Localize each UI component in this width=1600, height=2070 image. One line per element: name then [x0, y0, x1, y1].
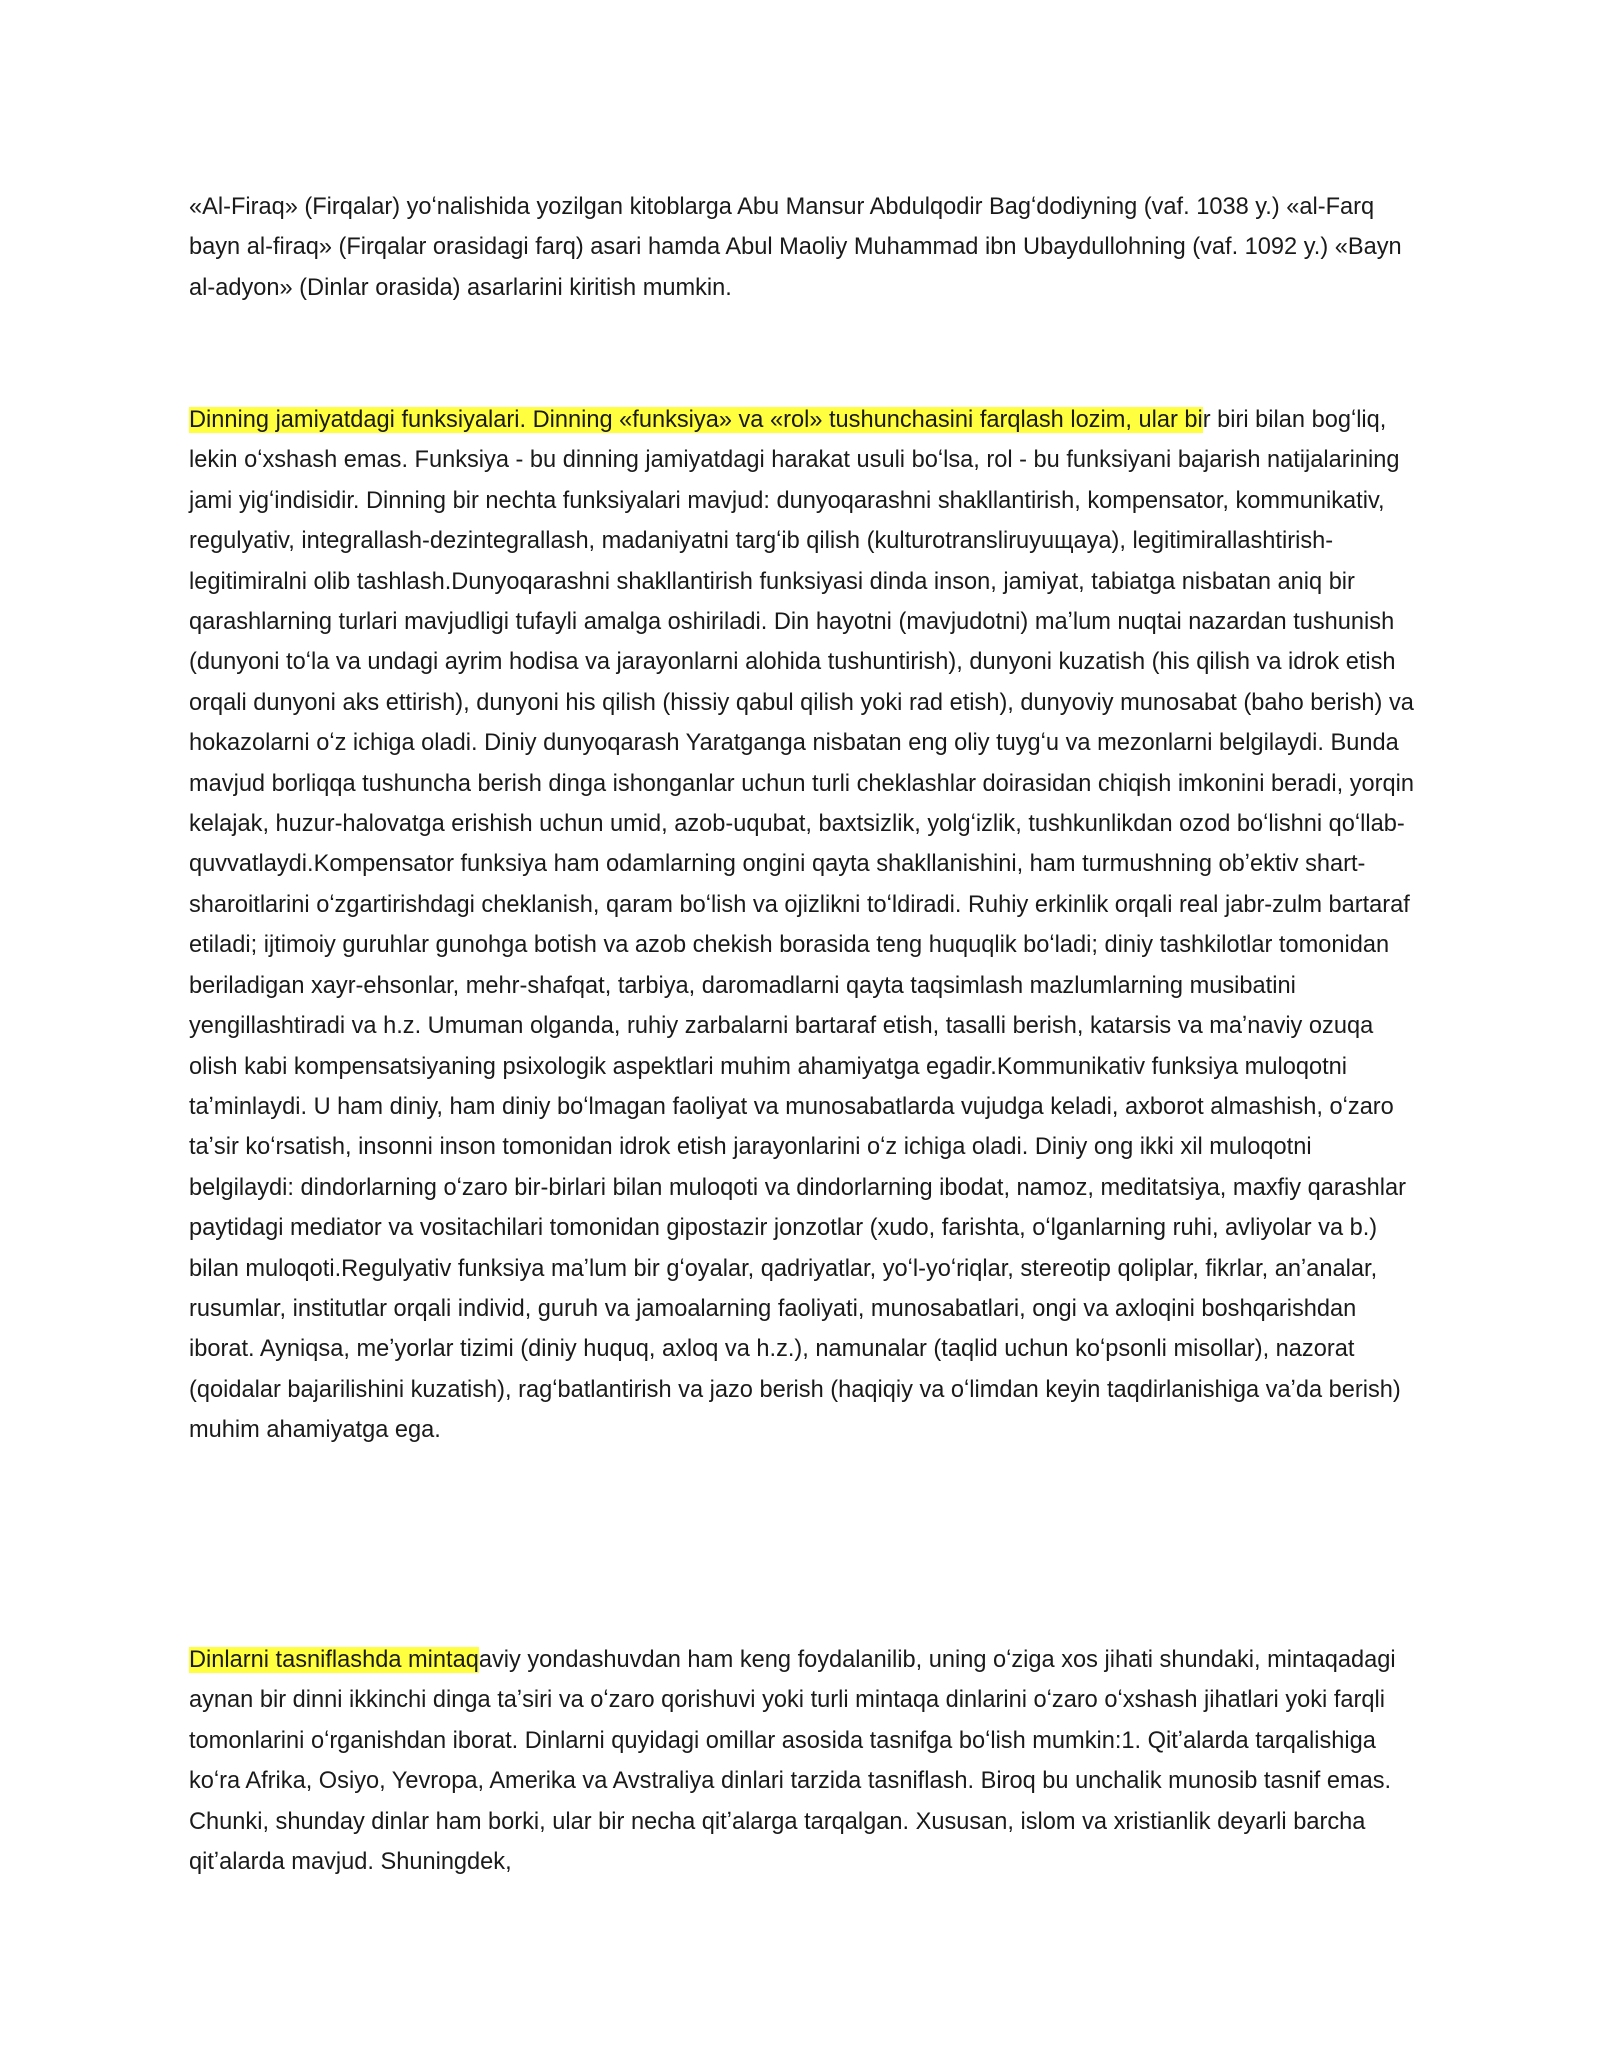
paragraph-text: «Al-Firaq» (Firqalar) yoʻnalishida yozilgan kitoblarga Abu Mansur Abdulqodir Bagʻdodiyning (vaf. 1038 y.) «al-Farq bayn al-firaq» (Firqalar orasidagi farq) asari hamda Abul Maoliy Muhammad ibn Ubaydullohning (vaf. 1092 y.) «Bayn al-adyon» (Dinlar orasida) asarlarini kiritish mumkin. — [189, 194, 1402, 301]
highlighted-text: Dinning jamiyatdagi funksiyalari. Dinning «funksiya» va «rol» tushunchasini farqlash lozim, ular bi — [189, 407, 1203, 433]
paragraph-text: r biri bilan bogʻliq, lekin oʻxshash emas. Funksiya - bu dinning jamiyatdagi harakat usuli boʻlsa, rol - bu funksiyani bajarish natijalarining jami yigʻindisidir. Dinning bir nechta funksiyalari mavjud: dunyoqarashni shakllantirish, kompensator, kommunikativ, regulyativ, integrallash-dezintegrallash, madaniyatni targʻib qilish (kulturotransliruyuщaya), legitimirallashtirish-legitimiralni olib tashlash.Dunyoqarashni shakllantirish funksiyasi dinda inson, jamiyat, tabiatga nisbatan aniq bir qarashlarning turlari mavjudligi tufayli amalga oshiriladi. Din hayotni (mavjudotni) maʼlum nuqtai nazardan tushunish (dunyoni toʻla va undagi ayrim hodisa va jarayonlarni alohida tushuntirish), dunyoni kuzatish (his qilish va idrok etish orqali dunyoni aks ettirish), dunyoni his qilish (hissiy qabul qilish yoki rad etish), dunyoviy munosabat (baho berish) va hokazolarni oʻz ichiga oladi. Diniy dunyoqarash Yaratganga nisbatan eng oliy tuygʻu va mezonlarni belgilaydi. Bunda mavjud borliqqa tushuncha berish dinga ishonganlar uchun turli cheklashlar doirasidan chiqish imkonini beradi, yorqin kelajak, huzur-halovatga erishish uchun umid, azob-uqubat, baxtsizlik, yolgʻizlik, tushkunlikdan ozod boʻlishni qoʻllab-quvvatlaydi.Kompensator funksiya ham odamlarning ongini qayta shakllanishini, ham turmushning obʼektiv shart-sharoitlarini oʻzgartirishdagi cheklanish, qaram boʻlish va ojizlikni toʻldiradi. Ruhiy erkinlik orqali real jabr-zulm bartaraf etiladi; ijtimoiy guruhlar gunohga botish va azob chekish borasida teng huquqlik boʻladi; diniy tashkilotlar tomonidan beriladigan xayr-ehsonlar, mehr-shafqat, tarbiya, daromadlarni qayta taqsimlash mazlumlarning musibatini yengillashtiradi va h.z. Umuman olganda, ruhiy zarbalarni bartaraf etish, tasalli berish, katarsis va maʼnaviy ozuqa olish kabi kompensatsiyaning psixologik aspektlari muhim ahamiyatga egadir.Kommunikativ funksiya muloqotni taʼminlaydi. U ham diniy, ham diniy boʻlmagan faoliyat va munosabatlarda vujudga keladi, axborot almashish, oʻzaro taʼsir koʻrsatish, insonni inson tomonidan idrok etish jarayonlarini oʻz ichiga oladi. Diniy ong ikki xil muloqotni belgilaydi: dindorlarning oʻzaro bir-birlari bilan muloqoti va dindorlarning ibodat, namoz, meditatsiya, maxfiy qarashlar paytidagi mediator va vositachilari tomonidan gipostazir jonzotlar (xudo, farishta, oʻlganlarning ruhi, avliyolar va b.) bilan muloqoti.Regulyativ funksiya maʼlum bir gʻoyalar, qadriyatlar, yoʻl-yoʻriqlar, stereotip qoliplar, fikrlar, anʼanalar, rusumlar, institutlar orqali individ, guruh va jamoalarning faoliyati, munosabatlari, ongi va axloqini boshqarishdan iborat. Ayniqsa, meʼyorlar tizimi (diniy huquq, axloq va h.z.), namunalar (taqlid uchun koʻpsonli misollar), nazorat (qoidalar bajarilishini kuzatish), ragʻbatlantirish va jazo berish (haqiqiy va oʻlimdan keyin taqdirlanishiga vaʼda berish) muhim ahamiyatga ega. — [189, 407, 1414, 1444]
paragraph-regional-classification — [189, 1640, 1421, 1882]
paragraph-al-firaq — [189, 187, 1421, 308]
highlighted-text: Dinlarni tasniflashda mintaq — [189, 1647, 479, 1673]
document-page — [189, 0, 1421, 2070]
paragraph-text: aviy yondashuvdan ham keng foydalanilib, uning oʻziga xos jihati shundaki, mintaqadagi aynan bir dinni ikkinchi dinga taʼsiri va oʻzaro qorishuvi yoki turli mintaqa dinlarini oʻzaro oʻxshash jihatlari yoki farqli tomonlarini oʻrganishdan iborat. Dinlarni quyidagi omillar asosida tasnifga boʻlish mumkin:1. Qitʼalarda tarqalishiga koʻra Afrika, Osiyo, Yevropa, Amerika va Avstraliya dinlari tarzida tasniflash. Biroq bu unchalik munosib tasnif emas. Chunki, shunday dinlar ham borki, ular bir necha qitʼalarga tarqalgan. Xususan, islom va xristianlik deyarli barcha qitʼalarda mavjud. Shuningdek, — [189, 1647, 1396, 1876]
paragraph-religion-functions — [189, 400, 1421, 1451]
